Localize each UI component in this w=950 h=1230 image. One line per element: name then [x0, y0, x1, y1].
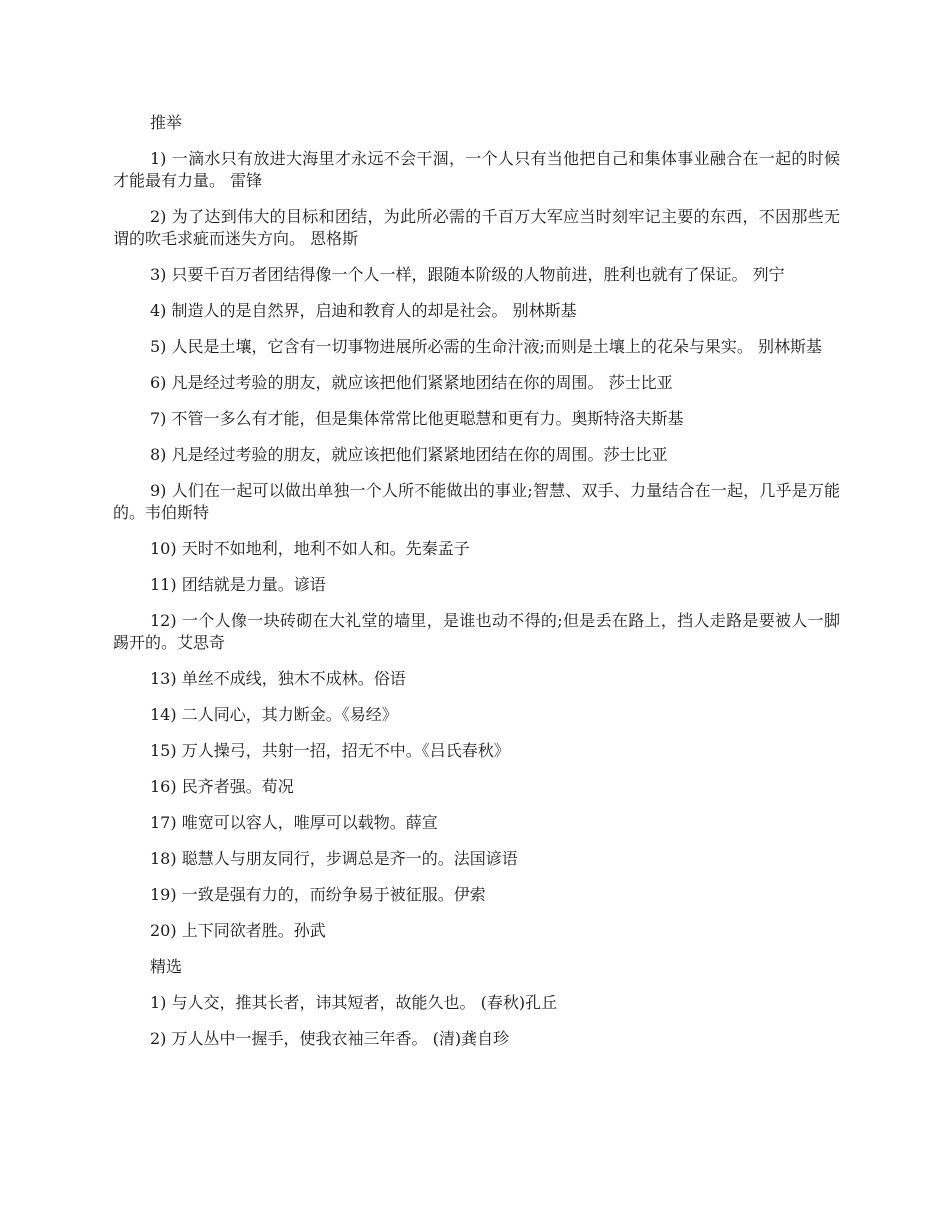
quote-paragraph: 14) 二人同心，其力断金。《易经》	[150, 705, 398, 724]
quote-paragraph: 2) 为了达到伟大的目标和团结，为此所必需的千百万大军应当时刻牢记主要的东西，不因那些无谓的吹毛求疵而迷失方向。 恩格斯	[113, 207, 840, 248]
section-heading-selected: 精选	[150, 957, 183, 976]
quote-paragraph: 13) 单丝不成线，独木不成林。俗语	[150, 669, 406, 688]
quote-paragraph: 12) 一个人像一块砖砌在大礼堂的墙里，是谁也动不得的;但是丢在路上，挡人走路是要被人一脚踢开的。艾思奇	[113, 611, 840, 652]
quote-paragraph: 2) 万人丛中一握手，使我衣袖三年香。 (清)龚自珍	[150, 1029, 510, 1048]
quote-paragraph: 6) 凡是经过考验的朋友，就应该把他们紧紧地团结在你的周围。 莎士比亚	[150, 373, 673, 392]
quote-paragraph: 15) 万人操弓，共射一招，招无不中。《吕氏春秋》	[150, 741, 510, 760]
quote-paragraph: 8) 凡是经过考验的朋友，就应该把他们紧紧地团结在你的周围。莎士比亚	[150, 445, 668, 464]
section-heading-recommended: 推举	[150, 113, 183, 132]
quote-paragraph: 9) 人们在一起可以做出单独一个人所不能做出的事业;智慧、双手、力量结合在一起，几乎是万能的。韦伯斯特	[113, 481, 840, 522]
quote-paragraph: 10) 天时不如地利，地利不如人和。先秦孟子	[150, 539, 470, 558]
quote-paragraph: 7) 不管一多么有才能，但是集体常常比他更聪慧和更有力。奥斯特洛夫斯基	[150, 409, 684, 428]
quote-paragraph: 18) 聪慧人与朋友同行，步调总是齐一的。法国谚语	[150, 849, 518, 868]
quote-paragraph: 19) 一致是强有力的，而纷争易于被征服。伊索	[150, 885, 486, 904]
document-body	[113, 112, 840, 1064]
quote-paragraph: 4) 制造人的是自然界，启迪和教育人的却是社会。 别林斯基	[150, 301, 577, 320]
quote-paragraph: 11) 团结就是力量。谚语	[150, 575, 326, 594]
quote-paragraph: 17) 唯宽可以容人，唯厚可以载物。薛宣	[150, 813, 438, 832]
quote-paragraph: 20) 上下同欲者胜。孙武	[150, 921, 326, 940]
quote-paragraph: 3) 只要千百万者团结得像一个人一样，跟随本阶级的人物前进，胜利也就有了保证。 列宁	[150, 265, 785, 284]
quote-paragraph: 16) 民齐者强。荀况	[150, 777, 294, 796]
quote-paragraph: 1) 一滴水只有放进大海里才永远不会干涸，一个人只有当他把自己和集体事业融合在一起的时候才能最有力量。 雷锋	[113, 149, 840, 190]
quote-paragraph: 5) 人民是土壤，它含有一切事物进展所必需的生命汁液;而则是土壤上的花朵与果实。 别林斯基	[150, 337, 822, 356]
quote-paragraph: 1) 与人交，推其长者，讳其短者，故能久也。 (春秋)孔丘	[150, 993, 558, 1012]
